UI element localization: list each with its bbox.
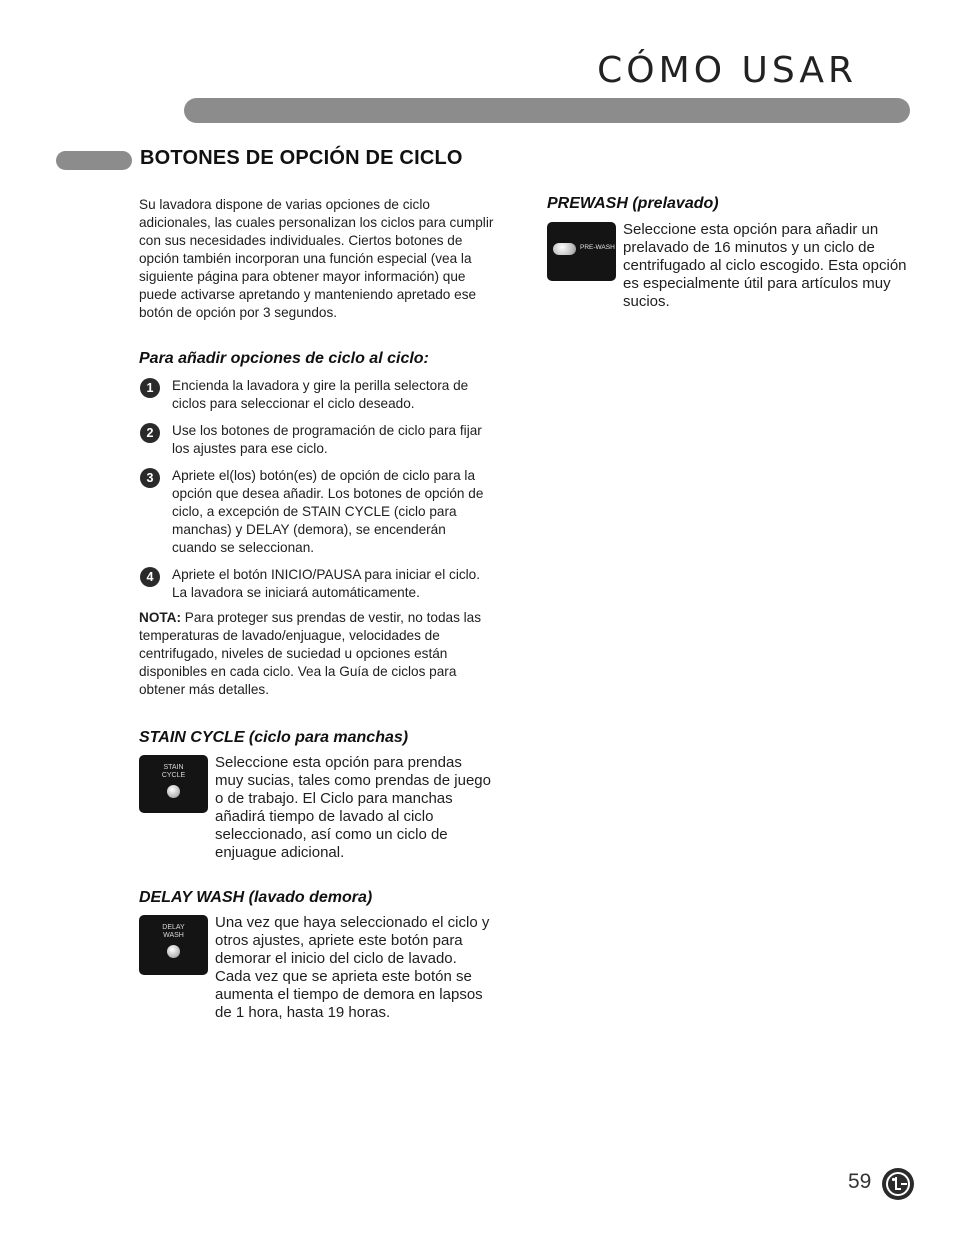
- prewash-heading: PREWASH (prelavado): [547, 195, 719, 212]
- note-label: NOTA:: [139, 610, 182, 625]
- section-pill: [56, 151, 132, 170]
- step-text: Use los botones de programación de ciclo para fijar los ajustes para ese ciclo.: [172, 423, 482, 456]
- header-bar: [184, 98, 910, 123]
- section-title: BOTONES DE OPCIÓN DE CICLO: [140, 147, 463, 169]
- step-2: [139, 422, 494, 458]
- stain-cycle-button-label: [139, 764, 208, 779]
- stain-label-line1: STAIN: [163, 764, 184, 771]
- stain-cycle-heading: STAIN CYCLE (ciclo para manchas): [139, 729, 409, 746]
- step-3: [139, 467, 494, 557]
- delay-wash-heading: DELAY WASH (lavado demora): [139, 889, 373, 906]
- right-column: [547, 195, 907, 311]
- note-paragraph: [139, 609, 494, 699]
- step-text: Apriete el botón INICIO/PAUSA para iniciar el ciclo. La lavadora se iniciará automáticamente.: [172, 567, 481, 600]
- stain-label-line2: CYCLE: [161, 771, 186, 779]
- delay-label-line1: DELAY: [162, 924, 185, 931]
- delay-label-line2: WASH: [163, 931, 184, 939]
- stain-cycle-button-image: [139, 755, 208, 813]
- step-4: [139, 566, 494, 602]
- led-indicator-icon: [167, 945, 180, 958]
- step-text: Encienda la lavadora y gire la perilla selectora de ciclos para seleccionar el ciclo deseado.: [172, 378, 469, 411]
- stain-cycle-option: [139, 754, 494, 862]
- page-header-title: CÓMO USAR: [597, 50, 857, 91]
- steps-list: [139, 377, 494, 602]
- step-1: [139, 377, 494, 413]
- prewash-button-label: PRE-WASH: [580, 244, 615, 251]
- step-number-icon: 4: [140, 567, 160, 587]
- note-text: Para proteger sus prendas de vestir, no todas las temperaturas de lavado/enjuague, velocidades de centrifugado, niveles de suciedad u opciones están disponibles en cada ciclo. Vea la Guía de ciclos para obtener más detalles.: [139, 610, 482, 697]
- delay-wash-button-label: [139, 924, 208, 939]
- prewash-option: [547, 221, 907, 311]
- led-indicator-icon: [553, 243, 576, 255]
- add-options-heading: Para añadir opciones de ciclo al ciclo:: [139, 350, 429, 367]
- stain-cycle-text: Seleccione esta opción para prendas muy sucias, tales como prendas de juego o de trabajo. El Ciclo para manchas añadirá tiempo de lavado al ciclo seleccionado, así como un ciclo de enjuague adicional.: [215, 754, 491, 861]
- lg-logo-icon: [882, 1168, 914, 1200]
- delay-wash-text: Una vez que haya seleccionado el ciclo y otros ajustes, apriete este botón para demorar el inicio del ciclo de lavado. Cada vez que se aprieta este botón se aumenta el tiempo de demora en lapsos de 1 hora, hasta 19 horas.: [215, 914, 490, 1021]
- step-number-icon: 1: [140, 378, 160, 398]
- prewash-button-image: [547, 222, 616, 281]
- step-text: Apriete el(los) botón(es) de opción de ciclo para la opción que desea añadir. Los botones de opción de ciclo, a excepción de STAIN CYCLE (ciclo para manchas) y DELAY (demora), se encenderán cuando se seleccionan.: [172, 468, 484, 555]
- page-number: 59: [848, 1170, 872, 1193]
- led-indicator-icon: [167, 785, 180, 798]
- delay-wash-option: [139, 914, 494, 1022]
- delay-wash-button-image: [139, 915, 208, 975]
- step-number-icon: 2: [140, 423, 160, 443]
- intro-paragraph: Su lavadora dispone de varias opciones de ciclo adicionales, las cuales personalizan los ciclos para cumplir con sus necesidades individuales. Ciertos botones de opción también incorporan una función especial (vea la siguiente página para obtener mayor información) que puede activarse apretando y manteniendo apretado ese botón de opción por 3 segundos.: [139, 197, 494, 320]
- prewash-text: Seleccione esta opción para añadir un prelavado de 16 minutos y un ciclo de centrifugado al ciclo escogido. Esta opción es especialmente útil para artículos muy sucios.: [623, 221, 907, 310]
- step-number-icon: 3: [140, 468, 160, 488]
- left-column: [139, 196, 494, 1022]
